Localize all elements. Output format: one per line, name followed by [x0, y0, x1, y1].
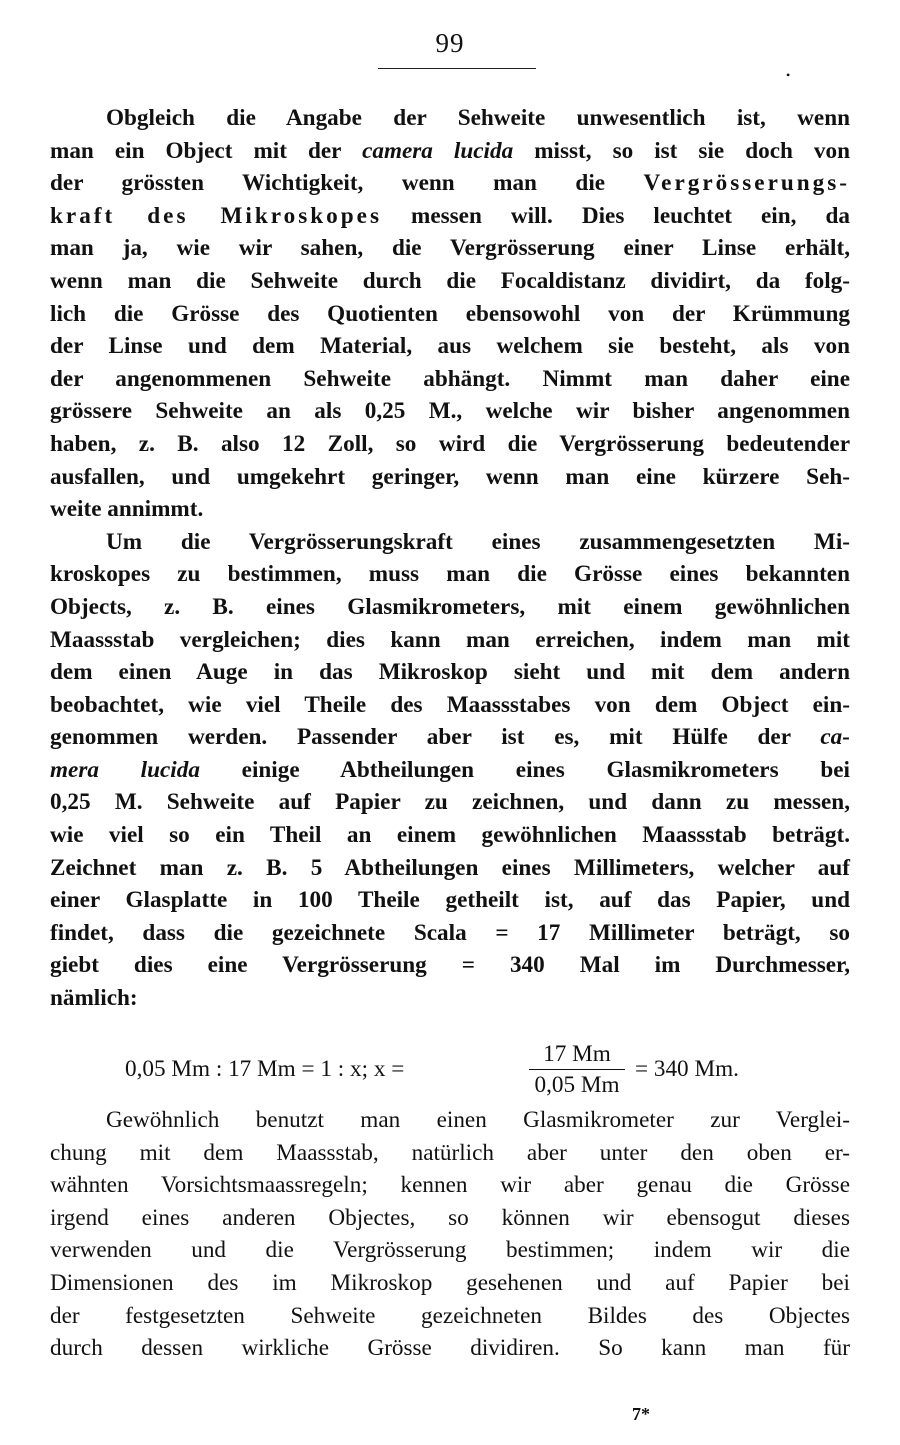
equation-fraction	[529, 1040, 625, 1099]
paragraph-line: lich die Grösse des Quotienten ebensowohl von der Krümmung	[50, 300, 850, 327]
paragraph-line: wenn man die Sehweite durch die Focaldistanz dividirt, da folg-	[50, 267, 850, 294]
paragraph-line: kraft des Mikroskopes messen will. Dies leuchtet ein, da	[50, 202, 850, 229]
paragraph-line: Dimensionen des im Mikroskop gesehenen und auf Papier bei	[50, 1269, 850, 1296]
paragraph-line: Obgleich die Angabe der Sehweite unwesentlich ist, wenn	[106, 105, 850, 131]
equation-rhs: = 340 Mm.	[635, 1056, 739, 1082]
italic-term: camera lucida	[362, 137, 514, 164]
italic-term: mera lucida	[50, 756, 200, 783]
paragraph-line: irgend eines anderen Objectes, so können wir ebensogut dieses	[50, 1204, 850, 1231]
paragraph-line: man ein Object mit der camera lucida misst, so ist sie doch von	[50, 137, 850, 164]
paragraph-line: dem einen Auge in das Mikroskop sieht und mit dem andern	[50, 659, 850, 686]
paragraph-line: Zeichnet man z. B. 5 Abtheilungen eines Millimeters, welcher auf	[50, 854, 850, 881]
paragraph-line: der Linse und dem Material, aus welchem sie besteht, als von	[50, 333, 850, 360]
paragraph-line: der grössten Wichtigkeit, wenn man die Vergrösserungs-	[50, 170, 850, 197]
paragraph-line	[50, 721, 850, 754]
paragraph-line: Maassstab vergleichen; dies kann man erreichen, indem man mit	[50, 626, 850, 653]
paragraph-line: Gewöhnlich benutzt man einen Glasmikrometer zur Verglei-	[106, 1107, 850, 1133]
paragraph-line: der festgesetzten Sehweite gezeichneten Bildes des Objectes	[50, 1302, 850, 1329]
paragraph-line: einer Glasplatte in 100 Theile getheilt ist, auf das Papier, und	[50, 887, 850, 914]
fraction-numerator: 17 Mm	[543, 1041, 611, 1067]
paragraph-line: grössere Sehweite an als 0,25 M., welche wir bisher angenommen	[50, 398, 850, 425]
paragraph-line: findet, dass die gezeichnete Scala = 17 Millimeter beträgt, so	[50, 919, 850, 946]
paragraph-line: wie viel so ein Theil an einem gewöhnlichen Maassstab beträgt.	[50, 822, 850, 849]
line-text: einige Abtheilungen eines Glasmikrometers bei	[199, 756, 850, 783]
paragraph-line: man ja, wie wir sahen, die Vergrösserung einer Linse erhält,	[50, 235, 850, 262]
equation-lhs: 0,05 Mm : 17 Mm = 1 : x; x =	[125, 1056, 405, 1082]
paragraph-line: beobachtet, wie viel Theile des Maassstabes von dem Object ein-	[50, 691, 850, 718]
paragraph-line: Objects, z. B. eines Glasmikrometers, mit einem gewöhnlichen	[50, 593, 850, 620]
body-text-top	[50, 102, 850, 1015]
paragraph-line: haben, z. B. also 12 Zoll, so wird die Vergrösserung bedeutender	[50, 430, 850, 457]
paragraph-line: kroskopes zu bestimmen, muss man die Grösse eines bekannten	[50, 561, 850, 588]
header-rule	[378, 68, 536, 69]
line-text: genommen werden. Passender aber ist es, mit Hülfe der	[50, 724, 821, 751]
page-number: 99	[435, 28, 465, 58]
fraction-bar	[529, 1069, 625, 1070]
paragraph-line	[50, 754, 850, 787]
spaced-term: kraft des Mikroskopes	[50, 202, 382, 229]
body-text-bottom	[50, 1104, 850, 1365]
paragraph-line: nämlich:	[50, 985, 138, 1012]
paragraph-line: weite annimmt.	[50, 496, 204, 523]
paragraph-line: verwenden und die Vergrösserung bestimmen; indem wir die	[50, 1237, 850, 1264]
paragraph-line: der angenommenen Sehweite abhängt. Nimmt man daher eine	[50, 365, 850, 392]
fraction-denominator: 0,05 Mm	[534, 1072, 620, 1098]
paragraph-line: giebt dies eine Vergrösserung = 340 Mal im Durchmesser,	[50, 952, 850, 979]
equation	[125, 1040, 825, 1100]
italic-term: ca-	[820, 724, 850, 751]
paragraph-line: Um die Vergrösserungskraft eines zusammengesetzten Mi-	[106, 528, 850, 555]
paragraph-line: durch dessen wirkliche Grösse dividiren. So kann man für	[50, 1335, 850, 1362]
signature-mark: 7*	[632, 1404, 650, 1424]
print-speck: •	[786, 68, 791, 82]
paragraph-line: wähnten Vorsichtsmaassregeln; kennen wir aber genau die Grösse	[50, 1172, 850, 1199]
paragraph-line: chung mit dem Maassstab, natürlich aber unter den oben er-	[50, 1139, 850, 1166]
paragraph-line: ausfallen, und umgekehrt geringer, wenn man eine kürzere Seh-	[50, 463, 850, 490]
paragraph-line: 0,25 M. Sehweite auf Papier zu zeichnen, und dann zu messen,	[50, 789, 850, 816]
spaced-term: Vergrösserungs-	[643, 170, 850, 197]
